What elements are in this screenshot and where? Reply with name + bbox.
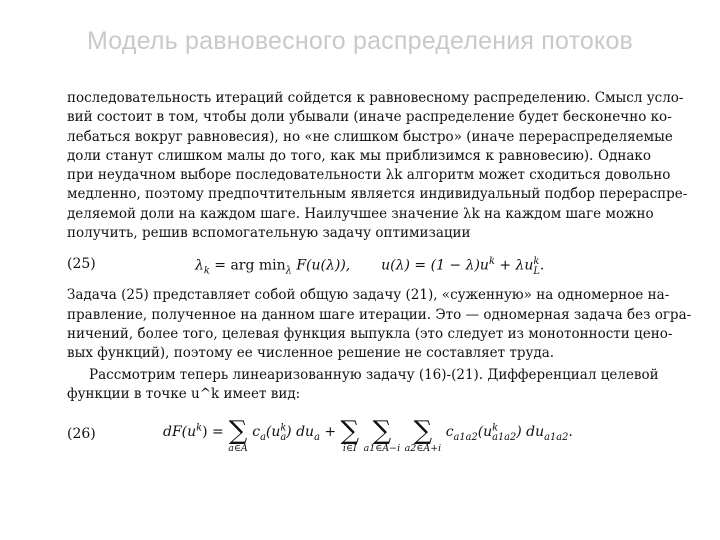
eq-sub: k xyxy=(203,265,210,277)
eq-sub: a xyxy=(314,431,320,443)
eq-text: (u xyxy=(265,424,281,441)
text-line: получить, решив вспомогательную задачу оптимизации xyxy=(67,225,471,242)
text-line: вых функций), поэтому ее численное решение не составляет труда. xyxy=(67,345,555,362)
eq-sup: k xyxy=(280,422,287,434)
equation-26 xyxy=(67,414,651,458)
sum-over-arcs xyxy=(228,418,248,454)
eq-text: c xyxy=(445,424,454,441)
paragraph-iteration-convergence xyxy=(67,89,688,243)
text-line: вий состоит в том, чтобы доли убывали (иначе распределение будет бесконечно ко- xyxy=(67,109,672,126)
eq-text: ) du xyxy=(516,424,545,441)
sum-sign: ∑ xyxy=(228,416,248,447)
eq-sup: k xyxy=(488,256,495,268)
eq-text: + xyxy=(319,424,341,441)
eq-sub: L xyxy=(533,265,540,277)
text-line: при неудачном выборе последовательности λk алгоритм может сходиться довольно xyxy=(67,167,671,184)
eq-text: ) du xyxy=(286,424,315,441)
sum-sign: ∑ xyxy=(413,416,433,447)
equation-25 xyxy=(67,252,651,280)
sum-over-in-arcs xyxy=(364,418,401,454)
sum-over-nodes xyxy=(341,418,360,454)
eq-symbol: λ xyxy=(195,258,204,275)
eq-sub: a1a2 xyxy=(492,431,517,443)
eq-sub: a xyxy=(260,431,266,443)
equation-25-body xyxy=(195,256,544,276)
eq-text: F(u(λ)), xyxy=(291,258,351,275)
eq-text: u(λ) = (1 − λ)u xyxy=(381,258,489,275)
equation-number: (26) xyxy=(67,426,96,443)
text-line: функции в точке u^k имеет вид: xyxy=(67,385,301,402)
eq-sub: a1a2 xyxy=(544,431,569,443)
eq-text: = arg min xyxy=(209,258,286,275)
text-line: медленно, поэтому предпочтительным является индивидуальный подбор перераспре- xyxy=(67,186,688,203)
text-line: последовательность итераций сойдется к равновесному распределению. Смысл усло- xyxy=(67,90,684,106)
eq-sup: k xyxy=(196,422,203,434)
eq-sub: a1a2 xyxy=(453,431,478,443)
sum-limit: a2∈A+i xyxy=(404,443,442,455)
sum-limit: i∈I xyxy=(342,443,357,455)
sum-sign: ∑ xyxy=(372,416,392,447)
text-line: правление, полученное на данном шаге итерации. Это — одномерная задача без огра- xyxy=(67,306,692,323)
equation-26-body xyxy=(163,414,573,455)
slide-title: Модель равновесного распределения потоков xyxy=(86,27,634,55)
sum-limit: a∈A xyxy=(228,443,248,455)
eq-text: (u xyxy=(477,424,493,441)
text-line: доли станут слишком малы до того, как мы приблизимся к равновесию). Однако xyxy=(67,147,651,164)
text-line: лебаться вокруг равновесия), но «не слишком быстро» (иначе перераспределяемые xyxy=(67,128,673,145)
eq-text: + λu xyxy=(494,258,534,275)
text-line: деляемой доли на каждом шаге. Наилучшее значение λk на каждом шаге можно xyxy=(67,205,654,222)
eq-sub: λ xyxy=(285,265,292,277)
eq-sup: k xyxy=(533,256,540,268)
paragraph-narrowed-problem xyxy=(67,286,692,363)
eq-text: . xyxy=(568,424,573,441)
eq-text: c xyxy=(252,424,261,441)
equation-number: (25) xyxy=(67,256,96,273)
text-line: Рассмотрим теперь линеаризованную задачу (16)-(21). Дифференциал целевой xyxy=(89,366,659,383)
eq-text: . xyxy=(539,258,545,275)
sum-over-out-arcs xyxy=(405,418,442,454)
text-line: ничений, более того, целевая функция выпукла (это следует из монотонности цено- xyxy=(67,325,673,342)
sum-sign: ∑ xyxy=(340,416,360,447)
eq-sup: k xyxy=(492,422,499,434)
document-page xyxy=(67,89,692,458)
eq-text: ) = xyxy=(202,424,224,441)
paragraph-linearized-problem xyxy=(67,366,659,405)
text-line: Задача (25) представляет собой общую задачу (21), «суженную» на одномерное на- xyxy=(67,287,670,304)
sum-limit: a1∈A−i xyxy=(363,443,401,455)
eq-sub: a xyxy=(280,431,287,443)
eq-text: dF(u xyxy=(163,424,197,441)
